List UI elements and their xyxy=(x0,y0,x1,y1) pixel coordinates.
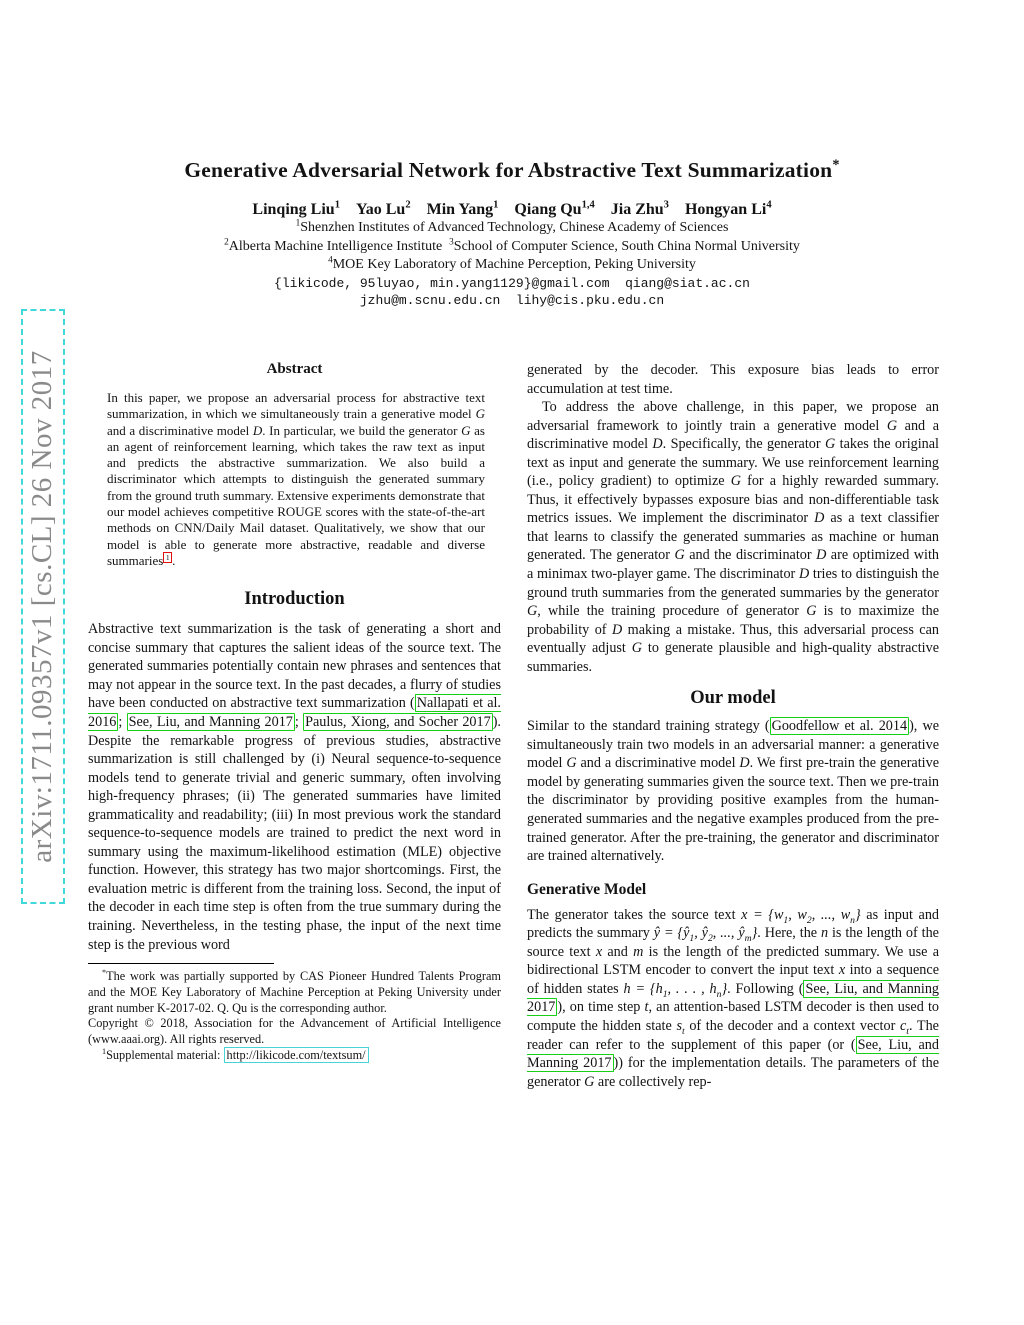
text-run: Shenzhen Institutes of Advanced Technology, Chinese Academy of Sciences xyxy=(300,220,729,235)
email-line-1: {likicode, 95luyao, min.yang1129}@gmail.com qiang@siat.ac.cn xyxy=(274,275,750,291)
math-inline: G xyxy=(886,417,898,434)
math-inline: t xyxy=(644,999,649,1016)
math-inline: , ŷ xyxy=(694,925,708,942)
math-subscript: t xyxy=(906,1025,909,1037)
text-run: takes the original text as input and generate the summary. We use reinforcement learning (i.e., policy gradient) to optimize xyxy=(527,436,940,490)
math-inline: D xyxy=(816,547,827,564)
text-run: The generator takes the source text xyxy=(527,906,742,923)
text-run: , while the training procedure of generator xyxy=(537,603,807,620)
superscript: 1 xyxy=(295,217,301,228)
math-inline: x xyxy=(595,943,603,960)
text-run: Copyright © 2018, Association for the Advancement of Artificial Intelligence (www.aaai.org). All rights reserved. xyxy=(88,1016,501,1046)
superscript: * xyxy=(102,968,107,978)
text-run: tries to distinguish the ground truth summaries from the generated summaries by the generator xyxy=(527,566,939,601)
math-inline: D xyxy=(739,755,750,772)
text-run: and a discriminative model xyxy=(107,422,253,438)
math-inline: D xyxy=(652,436,663,453)
math-inline: G xyxy=(825,436,836,453)
paragraph-adversarial-framework xyxy=(527,398,939,676)
text-run: School of Computer Science, South China Normal University xyxy=(453,238,800,254)
text-run: To address the above challenge, in this paper, we propose an adversarial framework to jointly train a generative model xyxy=(527,399,939,434)
footnote-block xyxy=(88,963,501,1063)
text-run: and a discriminative model xyxy=(576,755,740,772)
citation-link[interactable]: See, Liu, and Manning 2017 xyxy=(527,1036,939,1072)
text-run: Jia Zhu xyxy=(594,201,664,218)
affiliation-line-3 xyxy=(0,256,1024,275)
superscript: 1,4 xyxy=(581,199,595,211)
right-column xyxy=(527,361,939,1091)
text-run: making a mistake. Thus, this adversarial process can eventually adjust xyxy=(527,621,939,657)
text-run: and a discriminative model xyxy=(527,417,939,453)
math-subscript: 1 xyxy=(662,988,668,1000)
math-inline: } xyxy=(751,925,758,942)
footnote-support xyxy=(88,969,501,1016)
citation-link[interactable]: See, Liu, and Manning 2017 xyxy=(128,714,293,730)
math-inline: , ..., w xyxy=(811,906,851,923)
math-inline: h = {h xyxy=(623,980,663,997)
text-run: for a highly rewarded summary. Thus, it effectively bypasses exposure bias and non-differentiable task metrics issues. We implement the discriminator xyxy=(527,473,939,527)
text-run: is to maximize the probability of xyxy=(527,603,940,638)
math-inline: G xyxy=(730,473,741,490)
math-inline: c xyxy=(899,1017,907,1034)
math-subscript: 1 xyxy=(783,914,789,926)
math-inline: s xyxy=(676,1017,682,1034)
citation-link[interactable]: Goodfellow et al. 2014 xyxy=(771,718,908,735)
text-run: and xyxy=(602,943,634,960)
text-run: is the length of the predicted summary. We use a bidirectional LSTM encoder to convert the input text xyxy=(527,943,939,979)
our-model-heading: Our model xyxy=(690,688,776,709)
math-subscript: t xyxy=(681,1025,685,1037)
math-inline: G xyxy=(527,603,538,620)
superscript: 2 xyxy=(405,199,411,211)
math-inline: , ..., ŷ xyxy=(712,925,745,942)
text-run: . We first pre-train the generative model by generating summaries given the source text. Then we pre-train the discriminator by providing positive examples from the human-generated summaries and the negative examples produced from the pre-trained generator. After the pre-training, the generator and discriminator are trained alternatively. xyxy=(527,755,939,865)
text-run: are collectively rep- xyxy=(594,1073,712,1090)
math-inline: D xyxy=(798,566,810,583)
footnote-copyright xyxy=(88,1016,501,1047)
text-run: Abstractive text summarization is the task of generating a short and concise summary that captures the salient ideas of the source text. The generated summaries potentially contain new phrases and sentences that may not appear in the source text. In the past decades, a flurry of studies have been conducted on abstractive text summarization ( xyxy=(88,621,501,712)
superscript: 3 xyxy=(449,235,454,246)
math-subscript: n xyxy=(716,988,722,1000)
math-inline: , w xyxy=(788,906,807,923)
text-run: , an attention-based LSTM decoder is then used to compute the hidden state xyxy=(527,999,939,1034)
text-run: to generate plausible and high-quality abstractive summaries. xyxy=(527,640,939,675)
math-inline: m xyxy=(633,943,644,960)
math-subscript: m xyxy=(744,933,752,945)
math-subscript: 1 xyxy=(689,933,695,945)
affiliation-line-2 xyxy=(0,235,1024,257)
math-inline: D xyxy=(252,422,263,438)
paragraph-exposure-bias xyxy=(527,361,939,398)
text-run: ; xyxy=(118,714,127,730)
abstract-heading: Abstract xyxy=(266,361,323,377)
text-run: Linqing Liu xyxy=(252,201,335,218)
superscript: 1 xyxy=(334,199,340,211)
math-inline: x xyxy=(838,962,846,979)
text-run: MOE Key Laboratory of Machine Perception, Peking University xyxy=(332,257,696,272)
arxiv-watermark: arXiv:1711.09357v1 [cs.CL] 26 Nov 2017 xyxy=(21,309,65,904)
superscript: 1 xyxy=(102,1046,107,1056)
our-model-paragraph xyxy=(527,717,939,865)
text-run: ), we simultaneously train two models in an adversarial manner: a generative model xyxy=(527,718,939,772)
text-run: ), on time step xyxy=(557,999,645,1016)
introduction-paragraph xyxy=(88,620,501,954)
text-run: ). Despite the remarkable progress of previous studies, abstractive summarization is still challenged by (i) Neural sequence-to-sequence models tend to generate trivial and generic summary, often involving high-frequency phrases; (ii) The generated summaries have limited grammaticality and readability; (iii) In most previous work the standard sequence-to-sequence models are trained to predict the next word in summary using the maximum-likelihood estimation (MLE) objective function. However, this strategy has two major shortcomings. First, the evaluation metric is different from the training loss. Second, the input of the decoder in each time step is often from the true summary during the training. Nevertheless, in the testing phase, the input of the next time step is the previous word xyxy=(88,714,501,953)
affiliation-line-1 xyxy=(0,219,1024,238)
text-run: Generative Adversarial Network for Abstractive Text Summarization xyxy=(184,158,833,182)
left-column xyxy=(88,361,501,1063)
text-run: Min Yang xyxy=(410,201,494,218)
math-inline: G xyxy=(631,640,643,657)
text-run: . The reader can refer to the supplement of this paper (or ( xyxy=(527,1017,939,1053)
citation-link[interactable]: Paulus, Xiong, and Socher 2017 xyxy=(305,714,491,730)
text-run: Qiang Qu xyxy=(498,201,582,218)
math-inline: , . . . , h xyxy=(667,980,717,997)
introduction-heading: Introduction xyxy=(244,589,345,610)
math-inline: G xyxy=(566,755,577,772)
text-run: . xyxy=(172,552,176,568)
text-run: are optimized with a minimax two-player game. The discriminator xyxy=(527,547,940,583)
paper-header xyxy=(0,158,1024,310)
footnote-rule xyxy=(88,963,274,964)
superscript: * xyxy=(832,156,840,173)
citation-link[interactable]: Nallapati et al. 2016 xyxy=(88,695,501,730)
text-run: generated by the decoder. This exposure bias leads to error accumulation at test time. xyxy=(527,362,939,397)
text-run: Hongyan Li xyxy=(668,201,767,218)
text-run: is the length of the source text xyxy=(527,925,939,960)
math-inline: ŷ = {ŷ xyxy=(653,925,690,942)
citation-link[interactable]: See, Liu, and Manning 2017 xyxy=(527,980,940,1016)
text-run: The work was partially supported by CAS Pioneer Hundred Talents Program and the MOE Key Laboratory of Machine Perception at Peking University under grant number K-2017-02. Q. Qu is the corresponding author. xyxy=(88,969,501,1015)
text-run: )) for the implementation details. The parameters of the generator xyxy=(527,1055,939,1090)
math-inline: n xyxy=(820,925,829,942)
text-run: ; xyxy=(294,714,304,730)
superscript: 2 xyxy=(224,235,229,246)
abstract-text xyxy=(107,390,485,569)
footnote-supplemental xyxy=(88,1048,501,1064)
math-inline: D xyxy=(611,621,623,638)
footnote-ref-mark[interactable]: 1 xyxy=(163,552,172,563)
text-run: . In particular, we build the generator xyxy=(262,422,462,438)
text-run: Similar to the standard training strategy ( xyxy=(527,718,770,735)
text-run: Alberta Machine Intelligence Institute xyxy=(228,238,450,254)
superscript: 4 xyxy=(328,254,333,265)
text-run: into a sequence of hidden states xyxy=(527,962,939,997)
generative-model-heading: Generative Model xyxy=(527,880,647,898)
text-run: Yao Lu xyxy=(339,201,406,218)
text-run: as a text classifier that learns to classify the generated summaries as machine or human generated. The generator xyxy=(527,510,939,564)
math-inline: } xyxy=(855,906,861,923)
text-run: . Here, the xyxy=(757,925,821,942)
url-link[interactable]: http://likicode.com/textsum/ xyxy=(224,1047,369,1063)
math-inline: x = {w xyxy=(741,906,784,923)
email-line-2: jzhu@m.scnu.edu.cn lihy@cis.pku.edu.cn xyxy=(359,293,665,308)
generative-model-paragraph xyxy=(527,906,939,1091)
math-inline: G xyxy=(584,1073,595,1090)
text-run: . Specifically, the generator xyxy=(662,436,825,453)
superscript: 3 xyxy=(663,199,669,211)
authors-line xyxy=(0,201,1024,219)
superscript: 4 xyxy=(766,199,772,211)
math-inline: G xyxy=(674,547,685,564)
text-run: of the decoder and a context vector xyxy=(684,1017,900,1034)
text-run: . Following ( xyxy=(727,980,804,997)
math-subscript: 2 xyxy=(806,914,812,926)
superscript: 1 xyxy=(493,199,499,211)
text-run: as an agent of reinforcement learning, which takes the raw text as input and predicts the abstractive summarization. We also build a discriminator which attempts to distinguish the generated summary from the ground truth summary. Extensive experiments demonstrate that our model achieves competitive ROUGE scores with the state-of-the-art methods on CNN/Daily Mail dataset. Qualitatively, we show that our model is able to generate more abstractive, readable and diverse summaries xyxy=(107,422,485,568)
text-run: In this paper, we propose an adversarial process for abstractive text summarization, in which we simultaneously train a generative model xyxy=(107,390,485,422)
math-subscript: n xyxy=(850,914,855,926)
math-inline: G xyxy=(475,406,485,422)
paper-title xyxy=(0,158,1024,183)
text-run: as input and predicts the summary xyxy=(527,906,940,942)
text-run: and the discriminator xyxy=(684,547,817,564)
math-subscript: 2 xyxy=(707,933,713,945)
math-inline: D xyxy=(814,510,825,527)
text-run: Supplemental material: xyxy=(106,1047,224,1062)
math-inline: G xyxy=(806,603,817,620)
math-inline: } xyxy=(721,980,728,997)
math-inline: G xyxy=(461,422,471,438)
